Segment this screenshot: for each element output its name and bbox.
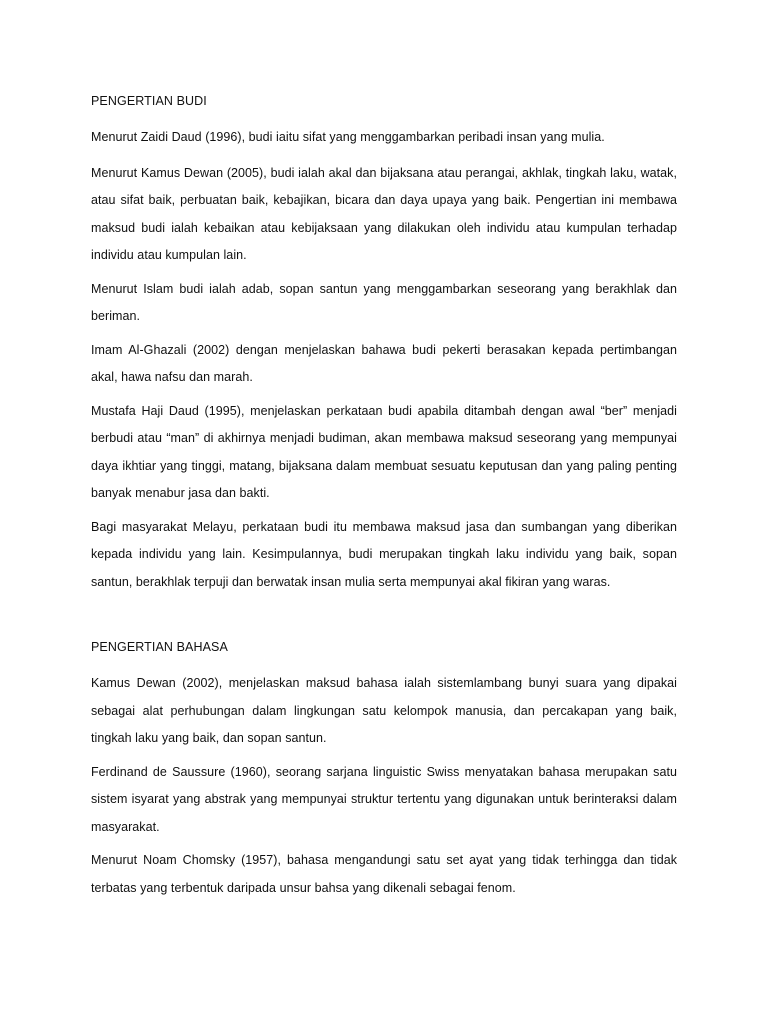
paragraph: Kamus Dewan (2002), menjelaskan maksud bahasa ialah sistemlambang bunyi suara yang dipakai sebagai alat perhubungan dalam lingkungan satu kelompok manusia, dan percakapan yang baik, tingkah laku yang baik, dan sopan santun.: [91, 676, 677, 745]
paragraph: Menurut Zaidi Daud (1996), budi iaitu sifat yang menggambarkan peribadi insan yang mulia.: [91, 130, 605, 144]
paragraph: Menurut Islam budi ialah adab, sopan santun yang menggambarkan seseorang yang berakhlak dan beriman.: [91, 281, 677, 323]
paragraph: Menurut Noam Chomsky (1957), bahasa mengandungi satu set ayat yang tidak terhingga dan tidak terbatas yang terbentuk daripada unsur bahsa yang dikenali sebagai fenom.: [91, 853, 677, 895]
paragraph: Mustafa Haji Daud (1995), menjelaskan perkataan budi apabila ditambah dengan awal “ber” menjadi berbudi atau “man” di akhirnya menjadi budiman, akan membawa maksud seseorang yang mempunyai daya ikhtiar yang tinggi, matang, bijaksana dalam membuat sesuatu keputusan dan yang paling penting banyak menabur jasa dan bakti.: [91, 403, 677, 500]
paragraph: Imam Al-Ghazali (2002) dengan menjelaskan bahawa budi pekerti berasakan kepada pertimbangan akal, hawa nafsu dan marah.: [91, 342, 677, 384]
section-heading-budi: PENGERTIAN BUDI: [91, 94, 207, 108]
paragraph: Menurut Kamus Dewan (2005), budi ialah akal dan bijaksana atau perangai, akhlak, tingkah laku, watak, atau sifat baik, perbuatan baik, kebajikan, bicara dan daya upaya yang baik. Pengertian ini membawa maksud budi ialah kebaikan atau kebijaksaan yang dilakukan oleh individu atau kumpulan terhadap individu atau kumpulan lain.: [91, 165, 677, 262]
paragraph: Ferdinand de Saussure (1960), seorang sarjana linguistic Swiss menyatakan bahasa merupakan satu sistem isyarat yang abstrak yang mempunyai struktur tertentu yang digunakan untuk berinteraksi dalam masyarakat.: [91, 764, 677, 834]
section-heading-bahasa: PENGERTIAN BAHASA: [91, 640, 228, 654]
paragraph: Bagi masyarakat Melayu, perkataan budi itu membawa maksud jasa dan sumbangan yang diberikan kepada individu yang lain. Kesimpulannya, budi merupakan tingkah laku individu yang baik, sopan santun, berakhlak terpuji dan berwatak insan mulia serta mempunyai akal fikiran yang waras.: [91, 519, 677, 589]
document-page: [91, 86, 677, 902]
